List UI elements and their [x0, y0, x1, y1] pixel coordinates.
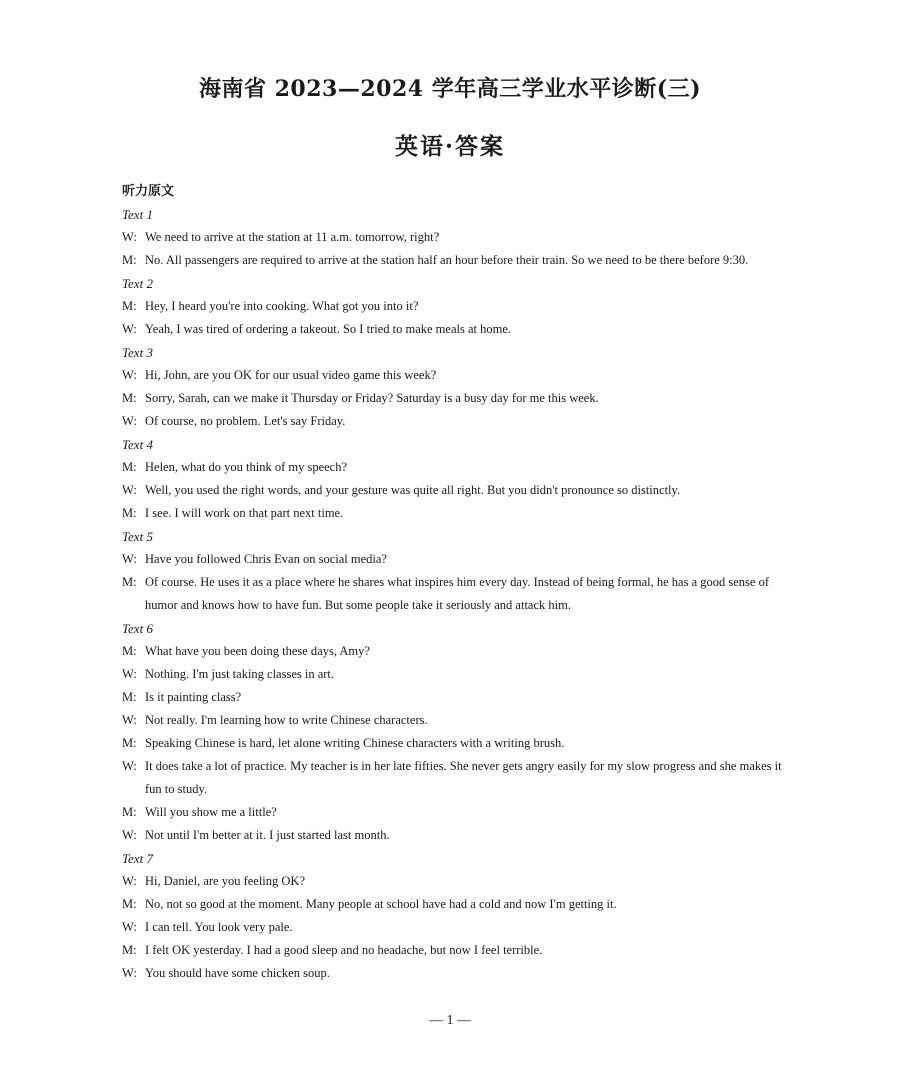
text-section-label: Text 6 — [122, 621, 153, 636]
dialogue-line — [122, 709, 782, 732]
speaker-label: M: — [122, 253, 137, 267]
text-section-label: Text 1 — [122, 207, 153, 222]
dialogue-text: Speaking Chinese is hard, let alone writing Chinese characters with a writing brush. — [145, 736, 565, 750]
section-heading: 听力原文 — [122, 184, 175, 199]
document-title: 海南省 2023—2024 学年高三学业水平诊断(三) — [198, 76, 702, 102]
text-section-label: Text 7 — [122, 851, 153, 866]
speaker-label: W: — [122, 230, 137, 244]
dialogue-text: Hi, Daniel, are you feeling OK? — [145, 874, 306, 888]
dialogue-text: Not until I'm better at it. I just started last month. — [145, 828, 390, 842]
transcript-list — [122, 203, 782, 985]
text-section-label: Text 3 — [122, 345, 153, 360]
dialogue-text: Sorry, Sarah, can we make it Thursday or Friday? Saturday is a busy day for me this week. — [145, 391, 599, 405]
dialogue-text: Hi, John, are you OK for our usual video game this week? — [145, 368, 437, 382]
text-section-label: Text 4 — [122, 437, 153, 452]
dialogue-text: Helen, what do you think of my speech? — [145, 460, 348, 474]
speaker-label: W: — [122, 874, 137, 888]
dialogue-line — [122, 824, 782, 847]
dialogue-text: Of course. He uses it as a place where he shares what inspires him every day. Instead of being formal, he has a good sense of humor and knows how to have fun. But some people take it seriously and attack him. — [145, 575, 769, 612]
speaker-label: M: — [122, 805, 137, 819]
dialogue-line — [122, 916, 782, 939]
speaker-label: W: — [122, 667, 137, 681]
dialogue-text: What have you been doing these days, Amy? — [145, 644, 370, 658]
text-section-label: Text 2 — [122, 276, 153, 291]
dialogue-line — [122, 663, 782, 686]
dialogue-text: Will you show me a little? — [145, 805, 277, 819]
dialogue-line — [122, 893, 782, 916]
document-subtitle: 英语·答案 — [394, 133, 505, 160]
dialogue-text: I see. I will work on that part next time. — [145, 506, 344, 520]
dialogue-text: Have you followed Chris Evan on social media? — [145, 552, 387, 566]
dialogue-text: Nothing. I'm just taking classes in art. — [145, 667, 335, 681]
dialogue-text: Of course, no problem. Let's say Friday. — [145, 414, 346, 428]
transcript-body — [122, 180, 782, 985]
dialogue-line — [122, 686, 782, 709]
dialogue-line — [122, 801, 782, 824]
dialogue-line — [122, 755, 782, 801]
dialogue-text: Hey, I heard you're into cooking. What got you into it? — [145, 299, 419, 313]
page-number: — 1 — — [429, 1013, 471, 1028]
speaker-label: W: — [122, 483, 137, 497]
dialogue-line — [122, 939, 782, 962]
speaker-label: M: — [122, 506, 137, 520]
dialogue-line — [122, 295, 782, 318]
dialogue-line — [122, 962, 782, 985]
dialogue-line — [122, 456, 782, 479]
dialogue-line — [122, 502, 782, 525]
speaker-label: W: — [122, 322, 137, 336]
dialogue-line — [122, 479, 782, 502]
dialogue-text: It does take a lot of practice. My teacher is in her late fifties. She never gets angry easily for my slow progress and she makes it fun to study. — [145, 759, 782, 796]
dialogue-text: No. All passengers are required to arrive at the station half an hour before their train. So we need to be there before 9:30. — [145, 253, 749, 267]
speaker-label: M: — [122, 299, 137, 313]
speaker-label: M: — [122, 897, 137, 911]
speaker-label: M: — [122, 391, 137, 405]
dialogue-line — [122, 548, 782, 571]
speaker-label: W: — [122, 759, 137, 773]
speaker-label: W: — [122, 368, 137, 382]
dialogue-text: We need to arrive at the station at 11 a.m. tomorrow, right? — [145, 230, 440, 244]
dialogue-line — [122, 640, 782, 663]
dialogue-text: You should have some chicken soup. — [145, 966, 330, 980]
text-section-label: Text 5 — [122, 529, 153, 544]
dialogue-text: Not really. I'm learning how to write Chinese characters. — [145, 713, 428, 727]
dialogue-text: Yeah, I was tired of ordering a takeout. So I tried to make meals at home. — [145, 322, 511, 336]
speaker-label: W: — [122, 966, 137, 980]
speaker-label: M: — [122, 690, 137, 704]
dialogue-line — [122, 318, 782, 341]
dialogue-line — [122, 870, 782, 893]
dialogue-text: I can tell. You look very pale. — [145, 920, 293, 934]
dialogue-line — [122, 732, 782, 755]
dialogue-text: I felt OK yesterday. I had a good sleep and no headache, but now I feel terrible. — [145, 943, 543, 957]
dialogue-line — [122, 571, 782, 617]
dialogue-line — [122, 249, 782, 272]
dialogue-line — [122, 387, 782, 410]
dialogue-line — [122, 226, 782, 249]
speaker-label: W: — [122, 920, 137, 934]
dialogue-text: Well, you used the right words, and your gesture was quite all right. But you didn't pronounce so distinctly. — [145, 483, 681, 497]
speaker-label: W: — [122, 552, 137, 566]
dialogue-text: No, not so good at the moment. Many people at school have had a cold and now I'm getting it. — [145, 897, 617, 911]
speaker-label: M: — [122, 575, 137, 589]
speaker-label: M: — [122, 460, 137, 474]
speaker-label: M: — [122, 736, 137, 750]
dialogue-line — [122, 410, 782, 433]
speaker-label: W: — [122, 828, 137, 842]
speaker-label: W: — [122, 713, 137, 727]
dialogue-line — [122, 364, 782, 387]
speaker-label: M: — [122, 943, 137, 957]
speaker-label: W: — [122, 414, 137, 428]
speaker-label: M: — [122, 644, 137, 658]
dialogue-text: Is it painting class? — [145, 690, 242, 704]
